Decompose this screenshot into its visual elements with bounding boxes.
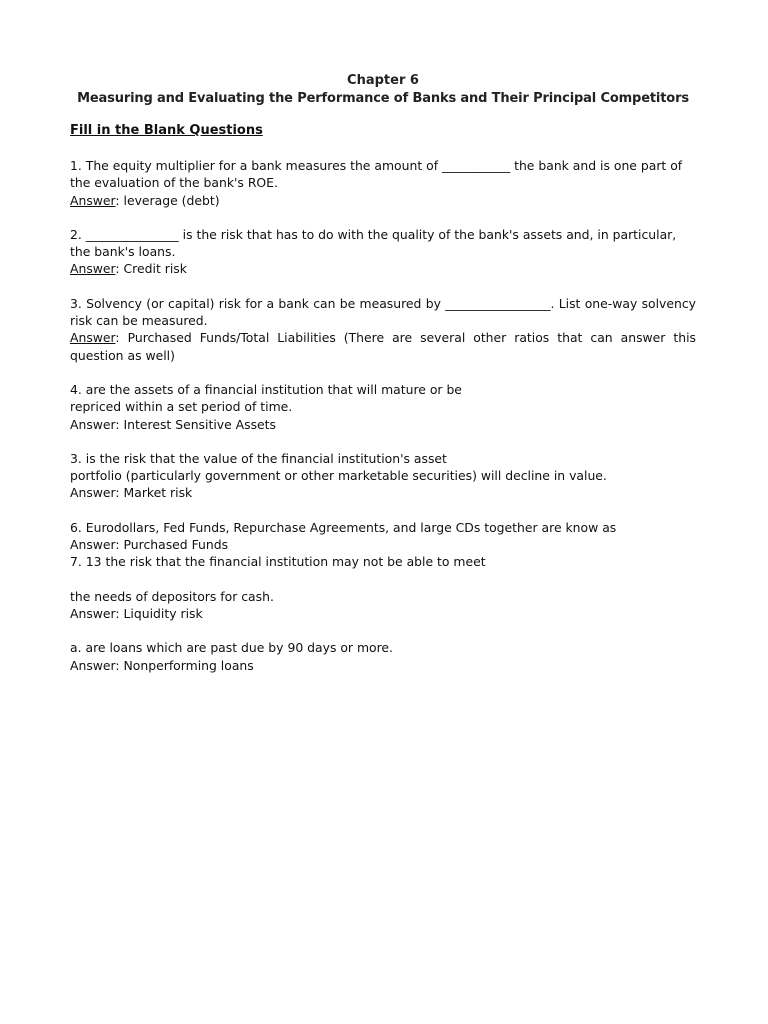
question-1-line-1: 1. The equity multiplier for a bank measures the amount of ___________ the bank and is one part of — [70, 158, 683, 173]
question-2-line-1: 2. _______________ is the risk that has to do with the quality of the bank's assets and, in particular, — [70, 226, 677, 242]
question-3-answer — [70, 329, 696, 364]
question-8-answer: Answer: Nonperforming loans — [70, 657, 254, 673]
blank-line — [70, 571, 696, 588]
question-5-line-2: portfolio (particularly government or other marketable securities) will decline in value. — [70, 468, 607, 484]
section-heading: Fill in the Blank Questions — [70, 123, 263, 138]
question-5 — [70, 450, 696, 502]
question-4-line-2: repriced within a set period of time. — [70, 399, 293, 415]
question-7 — [70, 553, 696, 622]
question-7-line-1: 7. 13 the risk that the financial institution may not be able to meet — [70, 554, 486, 570]
question-6 — [70, 519, 696, 554]
answer-label: Answer — [70, 192, 116, 208]
question-1-answer — [70, 192, 696, 209]
question-2-answer — [70, 260, 696, 277]
answer-text: : Credit risk — [115, 261, 187, 277]
answer-label: Answer — [70, 261, 116, 277]
document-page — [70, 72, 696, 674]
question-7-line-2: the needs of depositors for cash. — [70, 588, 274, 604]
question-7-answer: Answer: Liquidity risk — [70, 605, 203, 621]
question-2 — [70, 226, 696, 278]
question-3 — [70, 295, 696, 364]
answer-text: : Purchased Funds/Total Liabilities (There are several other ratios that can answer this question as well) — [70, 330, 696, 363]
question-4-line-1: 4. are the assets of a financial institution that will mature or be — [70, 381, 462, 397]
chapter-number: Chapter 6 — [347, 73, 419, 88]
question-5-answer: Answer: Market risk — [70, 485, 193, 501]
question-5-line-1: 3. is the risk that the value of the financial institution's asset — [70, 450, 447, 466]
chapter-title: Measuring and Evaluating the Performance of Banks and Their Principal Competitors — [77, 91, 689, 106]
question-4-answer: Answer: Interest Sensitive Assets — [70, 416, 276, 432]
question-8 — [70, 639, 696, 674]
question-6-line-1: 6. Eurodollars, Fed Funds, Repurchase Agreements, and large CDs together are know as — [70, 519, 617, 535]
question-1 — [70, 157, 696, 209]
question-6-answer: Answer: Purchased Funds — [70, 537, 229, 553]
question-4 — [70, 381, 696, 433]
answer-label: Answer — [70, 330, 116, 346]
answer-text: : leverage (debt) — [115, 192, 220, 208]
question-3-text: 3. Solvency (or capital) risk for a bank can be measured by _________________. List one-way solvency risk can be measured. — [70, 295, 696, 329]
question-1-line-2: the evaluation of the bank's ROE. — [70, 175, 278, 191]
question-8-line-1: a. are loans which are past due by 90 days or more. — [70, 640, 393, 656]
question-2-line-2: the bank's loans. — [70, 244, 176, 260]
